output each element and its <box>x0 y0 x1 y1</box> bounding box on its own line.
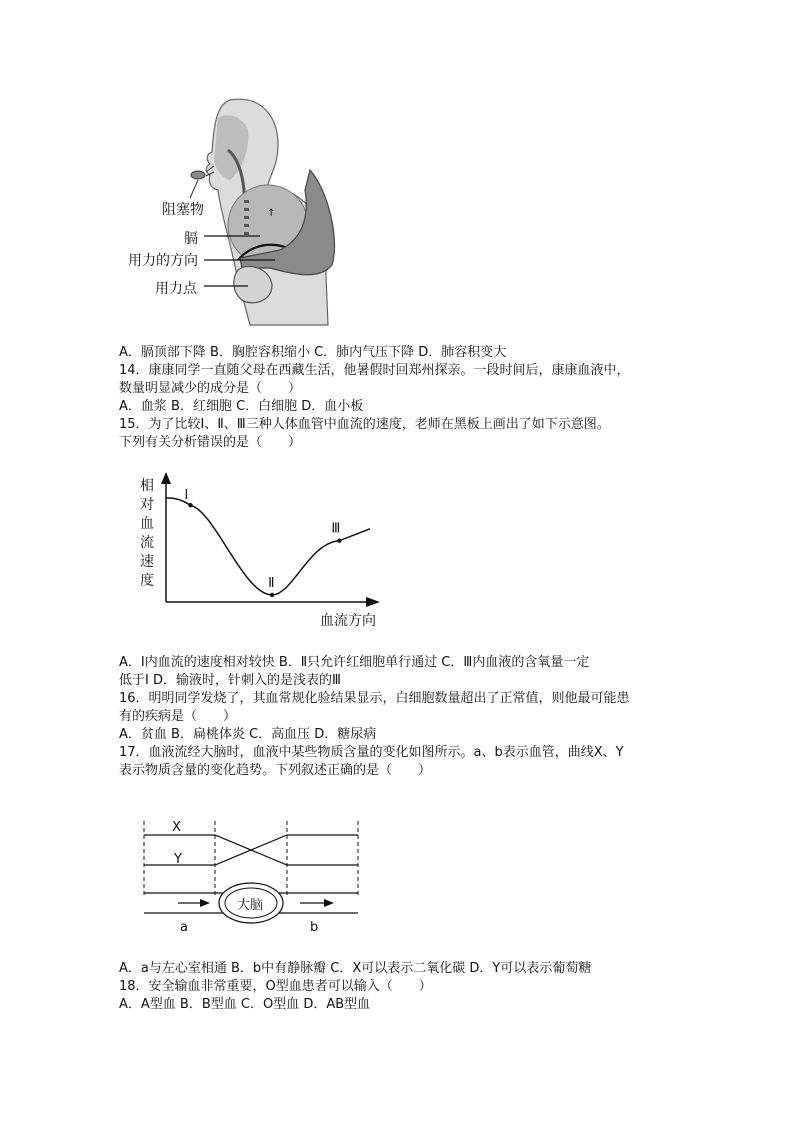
label-a: a <box>180 920 188 935</box>
q15-options-line1: A．Ⅰ内血流的速度相对较快 B．Ⅱ只允许红细胞单行通过 C．Ⅲ内血液的含氧量一定 <box>119 655 590 670</box>
label-blockage: 阻塞物 <box>162 202 204 218</box>
flow-point-label-1: Ⅰ <box>184 488 189 504</box>
q17-stem-line1: 17．血液流经大脑时，血液中某些物质含量的变化如图所示。a、b表示血管，曲线X、Y <box>119 745 624 760</box>
y-axis-label-char: 相 <box>140 478 154 494</box>
q17-stem-line2: 表示物质含量的变化趋势。下列叙述正确的是（ ） <box>119 763 432 778</box>
q16-stem-line1: 16．明明同学发烧了，其血常规化验结果显示，白细胞数量超出了正常值，则他最可能患 <box>119 691 630 706</box>
svg-text:↑: ↑ <box>267 208 276 219</box>
label-y: Y <box>174 852 182 867</box>
label-b: b <box>310 920 319 935</box>
y-axis-label-char: 对 <box>140 497 154 513</box>
q13-options: A．膈顶部下降 B．胸腔容积缩小 C．肺内气压下降 D．肺容积变大 <box>119 345 507 360</box>
blockage-object <box>191 171 205 179</box>
q14-stem-line2: 数量明显减少的成分是（ ） <box>119 381 302 396</box>
heimlich-figure <box>110 90 350 330</box>
y-axis-label-char: 血 <box>140 516 154 532</box>
x-axis-label: 血流方向 <box>320 613 376 629</box>
y-axis-label-char: 度 <box>140 573 154 589</box>
q14-stem-line1: 14．康康同学一直随父母在西藏生活，他暑假时回郑州探亲。一段时间后，康康血液中， <box>119 363 630 378</box>
flow-point-label-2: Ⅱ <box>268 575 275 591</box>
flow-point-1 <box>188 503 192 507</box>
arrow-b <box>324 899 334 907</box>
q16-options: A．贫血 B．扁桃体炎 C．高血压 D．糖尿病 <box>119 727 377 742</box>
q15-stem-line2: 下列有关分析错误的是（ ） <box>119 435 302 450</box>
q16-stem-line2: 有的疾病是（ ） <box>119 709 237 724</box>
brain-circulation-figure <box>140 815 365 935</box>
x-axis-arrow <box>366 597 380 607</box>
label-diaphragm: 膈 <box>184 231 198 247</box>
q18-stem: 18．安全输血非常重要，O型血患者可以输入（ ） <box>119 979 432 994</box>
label-brain: 大脑 <box>237 898 264 913</box>
blood-flow-chart <box>130 470 400 635</box>
q17-options: A．a与左心室相通 B．b中有静脉瓣 C．X可以表示二氧化碳 D．Y可以表示葡萄糖 <box>119 961 592 976</box>
y-axis-label-char: 速 <box>140 554 154 570</box>
flow-point-label-3: Ⅲ <box>331 521 341 537</box>
y-axis-arrow <box>161 472 171 484</box>
label-x: X <box>172 820 181 835</box>
label-force-point: 用力点 <box>155 281 197 297</box>
q14-options: A．血浆 B．红细胞 C．白细胞 D．血小板 <box>119 399 364 414</box>
arrow-a <box>200 899 210 907</box>
q18-options: A．A型血 B．B型血 C．O型血 D．AB型血 <box>119 997 371 1012</box>
q15-stem-line1: 15．为了比较Ⅰ、Ⅱ、Ⅲ三种人体血管中血流的速度，老师在黑板上画出了如下示意图。 <box>119 417 610 432</box>
flow-point-3 <box>337 538 341 542</box>
label-force-direction: 用力的方向 <box>128 253 198 269</box>
y-axis-label-char: 流 <box>140 535 154 551</box>
flow-point-2 <box>270 593 274 597</box>
q15-options-line2: 低于Ⅰ D．输液时，针刺入的是浅表的Ⅲ <box>119 673 341 688</box>
